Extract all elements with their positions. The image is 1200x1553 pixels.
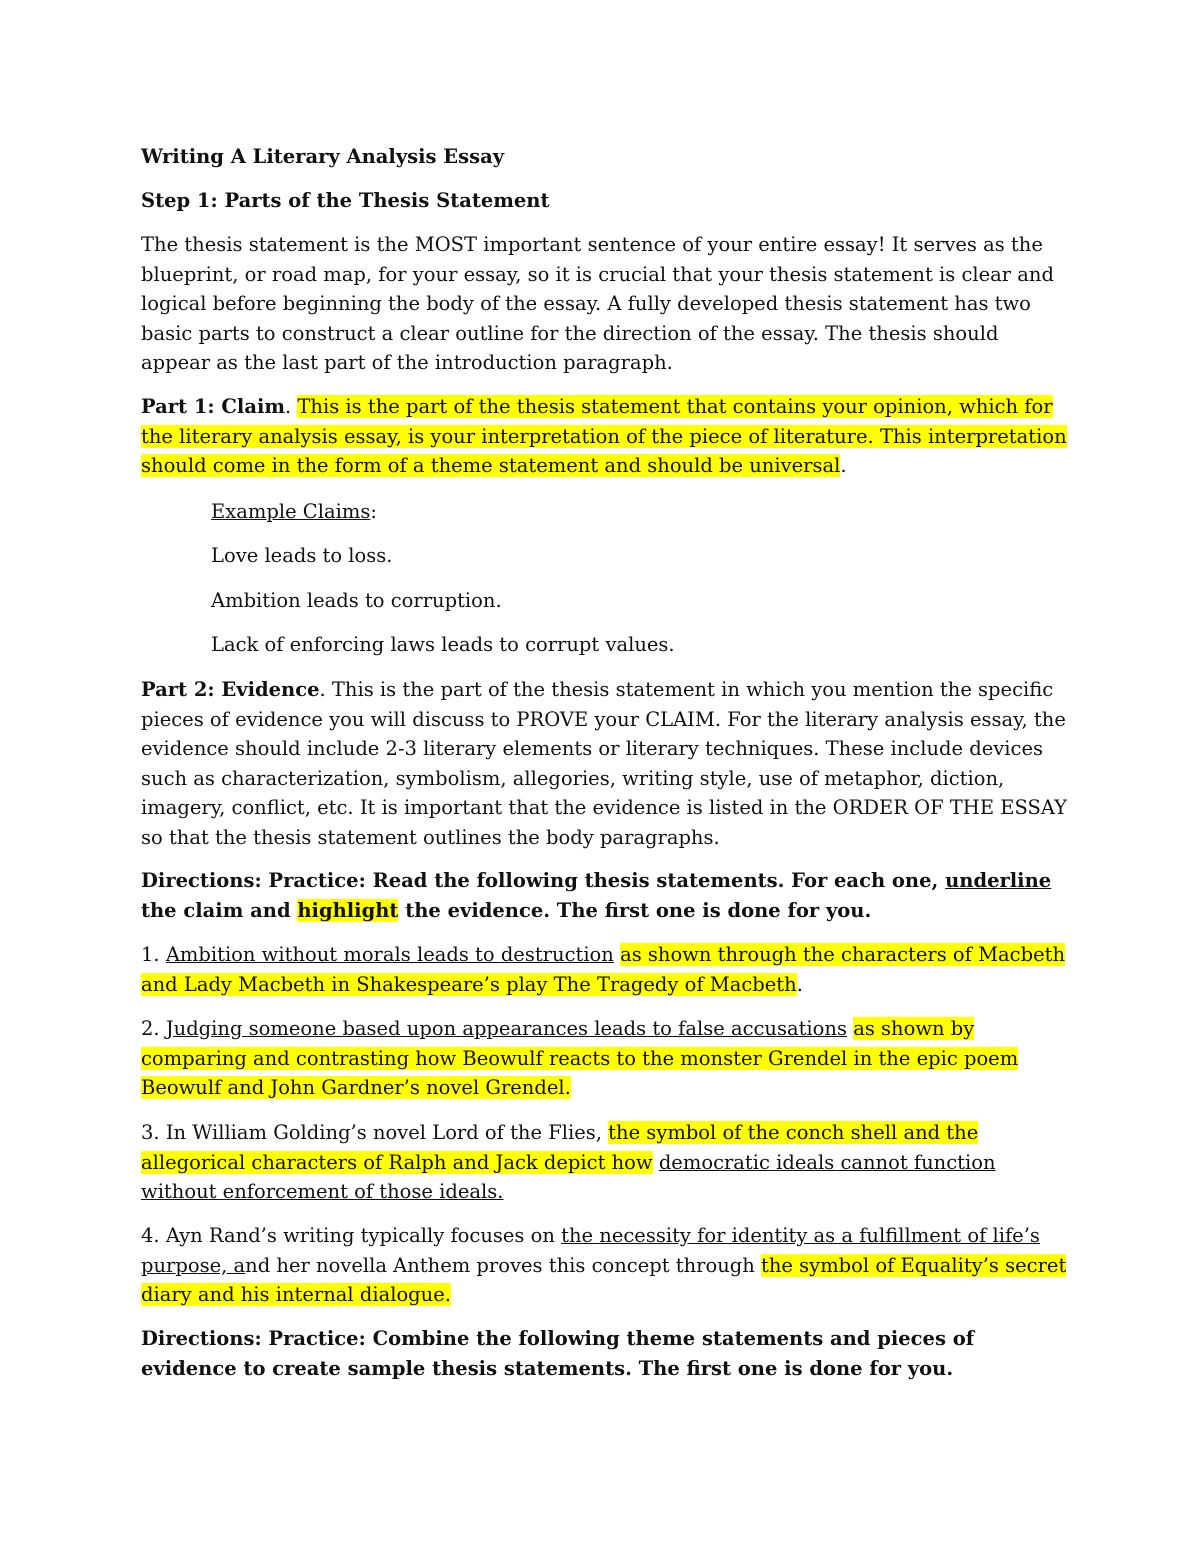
item-number: 2. — [141, 1017, 166, 1040]
item-number: 3. — [141, 1121, 166, 1144]
example-claim: Lack of enforcing laws leads to corrupt values. — [211, 633, 675, 656]
example-claims-colon: : — [370, 500, 377, 523]
item-claim: Ambition without morals leads to destruction — [165, 943, 614, 966]
practice-item-3 — [141, 1118, 1071, 1207]
directions-1 — [141, 866, 1071, 925]
item-claim: Judging someone based upon appearances leads to false accusations — [165, 1017, 847, 1040]
part2-paragraph — [141, 675, 1071, 852]
practice-item-2 — [141, 1014, 1071, 1103]
directions-2: Directions: Practice: Combine the following theme statements and pieces of evidence to create sample thesis statements. The first one is done for you. — [141, 1327, 975, 1380]
item-number: 1. — [141, 943, 166, 966]
example-claims-heading — [211, 497, 377, 527]
directions-1-underline-word: underline — [945, 869, 1052, 892]
intro-paragraph: The thesis statement is the MOST important sentence of your entire essay! It serves as the blueprint, or road map, for your essay, so it is crucial that your thesis statement is clear and logical before beginning the body of the essay. A fully developed thesis statement has two basic parts to construct a clear outline for the direction of the essay. The thesis should appear as the last part of the introduction paragraph. — [141, 233, 1054, 374]
item-pre: In William Golding’s novel Lord of the Flies, — [165, 1121, 609, 1144]
item-evidence: the symbol of the conch shell and the allegorical characters of Ralph and Jack depict how — [141, 1121, 979, 1174]
part1-dot: . — [285, 395, 298, 418]
item-evidence: as shown through the characters of Macbeth and Lady Macbeth in Shakespeare’s play The Tragedy of Macbeth — [141, 943, 1066, 996]
item-number: 4. — [141, 1224, 166, 1247]
example-claim: Ambition leads to corruption. — [211, 589, 502, 612]
document-title: Writing A Literary Analysis Essay — [141, 145, 505, 168]
practice-item-1 — [141, 940, 1071, 999]
part1-label: Part 1: Claim — [141, 395, 286, 418]
practice-item-4 — [141, 1221, 1071, 1310]
step-heading: Step 1: Parts of the Thesis Statement — [141, 189, 550, 212]
example-claims-label: Example Claims — [211, 500, 371, 523]
item-evidence: the symbol of Equality’s secret diary and his internal dialogue. — [141, 1253, 1067, 1306]
example-claim: Love leads to loss. — [211, 544, 393, 567]
part1-paragraph — [141, 392, 1071, 481]
item-evidence: as shown by comparing and contrasting how Beowulf reacts to the monster Grendel in the epic poem Beowulf and John Gardner’s novel Grendel. — [141, 1017, 1019, 1099]
part2-text: . This is the part of the thesis statement in which you mention the specific pieces of evidence you will discuss to PROVE your CLAIM. For the literary analysis essay, the evidence should include 2-3 literary elements or literary techniques. These include devices such as characterization, symbolism, allegories, writing style, use of metaphor, diction, imagery, conflict, etc. It is important that the evidence is listed in the ORDER OF THE ESSAY so that the thesis statement outlines the body paragraphs. — [141, 678, 1068, 849]
directions-1-c: the evidence. The first one is done for you. — [398, 898, 872, 922]
item-end: . — [796, 972, 803, 996]
item-claim: democratic ideals cannot function without enforcement of those ideals. — [141, 1150, 996, 1203]
item-mid: nd her novella Anthem proves this concept through — [245, 1253, 762, 1277]
item-claim: the necessity for identity as a fulfillment of life’s purpose, a — [141, 1224, 1040, 1277]
part1-highlighted-text: This is the part of the thesis statement that contains your opinion, which for the literary analysis essay, is your interpretation of the piece of literature. This interpretation should come in the form of a theme statement and should be universal — [141, 395, 1067, 477]
directions-1-a: Directions: Practice: Read the following thesis statements. For each one, — [141, 869, 946, 892]
directions-1-highlight-word: highlight — [297, 898, 399, 922]
part2-label: Part 2: Evidence — [141, 678, 320, 701]
part1-end: . — [840, 454, 847, 477]
item-pre: Ayn Rand’s writing typically focuses on — [165, 1224, 562, 1247]
directions-1-b: the claim and — [141, 898, 298, 922]
